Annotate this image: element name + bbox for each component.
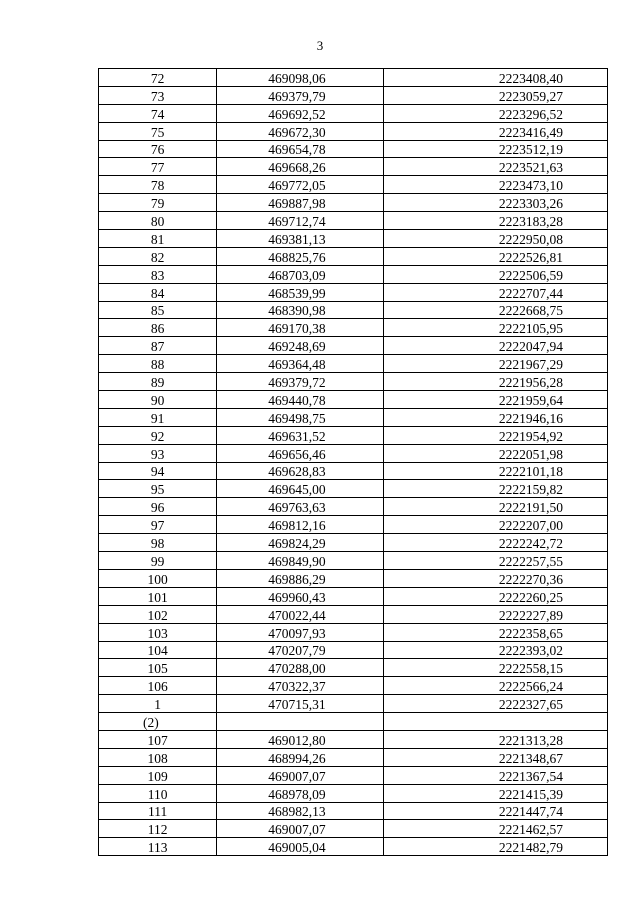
point-number-cell: 107 <box>99 730 217 748</box>
point-number-cell: 72 <box>99 69 217 87</box>
table-row <box>99 319 608 337</box>
table-row <box>99 766 608 784</box>
x-coordinate-cell: 469379,79 <box>217 86 383 104</box>
x-coordinate-cell: 469849,90 <box>217 552 383 570</box>
y-coordinate-cell: 2222047,94 <box>383 337 607 355</box>
y-coordinate-cell: 2223183,28 <box>383 212 607 230</box>
y-coordinate-cell: 2221946,16 <box>383 408 607 426</box>
y-coordinate-cell: 2221959,64 <box>383 391 607 409</box>
point-number-cell: 93 <box>99 444 217 462</box>
x-coordinate-cell: 468539,99 <box>217 283 383 301</box>
x-coordinate-cell: 469824,29 <box>217 534 383 552</box>
point-number-cell: 105 <box>99 659 217 677</box>
y-coordinate-cell: 2221482,79 <box>383 838 607 856</box>
x-coordinate-cell: 469712,74 <box>217 212 383 230</box>
table-row <box>99 212 608 230</box>
table-row <box>99 820 608 838</box>
table-row <box>99 426 608 444</box>
x-coordinate-cell: 469379,72 <box>217 373 383 391</box>
x-coordinate-cell: 470288,00 <box>217 659 383 677</box>
x-coordinate-cell: 469170,38 <box>217 319 383 337</box>
x-coordinate-cell: 469440,78 <box>217 391 383 409</box>
point-number-cell: 82 <box>99 247 217 265</box>
y-coordinate-cell: 2222207,00 <box>383 516 607 534</box>
y-coordinate-cell: 2222260,25 <box>383 587 607 605</box>
x-coordinate-cell <box>217 713 383 731</box>
y-coordinate-cell: 2222566,24 <box>383 677 607 695</box>
table-row <box>99 659 608 677</box>
table-row <box>99 265 608 283</box>
x-coordinate-cell: 469631,52 <box>217 426 383 444</box>
y-coordinate-cell: 2222506,59 <box>383 265 607 283</box>
table-row <box>99 534 608 552</box>
y-coordinate-cell: 2221956,28 <box>383 373 607 391</box>
point-number-cell: 77 <box>99 158 217 176</box>
table-row <box>99 247 608 265</box>
y-coordinate-cell: 2222558,15 <box>383 659 607 677</box>
table-row <box>99 355 608 373</box>
table-row <box>99 605 608 623</box>
point-number-cell: 113 <box>99 838 217 856</box>
x-coordinate-cell: 469672,30 <box>217 122 383 140</box>
y-coordinate-cell: 2222051,98 <box>383 444 607 462</box>
y-coordinate-cell: 2222950,08 <box>383 230 607 248</box>
table-row <box>99 230 608 248</box>
point-number-cell: 76 <box>99 140 217 158</box>
table-row <box>99 587 608 605</box>
y-coordinate-cell: 2222242,72 <box>383 534 607 552</box>
y-coordinate-cell: 2221462,57 <box>383 820 607 838</box>
table-row <box>99 623 608 641</box>
point-number-cell: 83 <box>99 265 217 283</box>
table-row <box>99 86 608 104</box>
y-coordinate-cell: 2221367,54 <box>383 766 607 784</box>
y-coordinate-cell: 2222358,65 <box>383 623 607 641</box>
point-number-cell: 110 <box>99 784 217 802</box>
x-coordinate-cell: 469248,69 <box>217 337 383 355</box>
table-row <box>99 516 608 534</box>
y-coordinate-cell: 2221415,39 <box>383 784 607 802</box>
y-coordinate-cell: 2222159,82 <box>383 480 607 498</box>
point-number-cell: 84 <box>99 283 217 301</box>
y-coordinate-cell: 2222393,02 <box>383 641 607 659</box>
point-number-cell: 73 <box>99 86 217 104</box>
point-number-cell: 98 <box>99 534 217 552</box>
x-coordinate-cell: 469887,98 <box>217 194 383 212</box>
x-coordinate-cell: 470207,79 <box>217 641 383 659</box>
x-coordinate-cell: 469772,05 <box>217 176 383 194</box>
table-row <box>99 444 608 462</box>
point-number-cell: 111 <box>99 802 217 820</box>
y-coordinate-cell: 2222526,81 <box>383 247 607 265</box>
x-coordinate-cell: 468994,26 <box>217 748 383 766</box>
table-row <box>99 176 608 194</box>
point-number-cell: 91 <box>99 408 217 426</box>
x-coordinate-cell: 468390,98 <box>217 301 383 319</box>
y-coordinate-cell: 2222191,50 <box>383 498 607 516</box>
y-coordinate-cell: 2221313,28 <box>383 730 607 748</box>
x-coordinate-cell: 469005,04 <box>217 838 383 856</box>
y-coordinate-cell: 2221348,67 <box>383 748 607 766</box>
table-row <box>99 158 608 176</box>
table-row <box>99 802 608 820</box>
y-coordinate-cell: 2222327,65 <box>383 695 607 713</box>
x-coordinate-cell: 469364,48 <box>217 355 383 373</box>
y-coordinate-cell: 2223059,27 <box>383 86 607 104</box>
point-number-cell: 100 <box>99 569 217 587</box>
point-number-cell: 86 <box>99 319 217 337</box>
point-number-cell: 85 <box>99 301 217 319</box>
point-number-cell: 88 <box>99 355 217 373</box>
point-number-cell: (2) <box>99 713 217 731</box>
y-coordinate-cell: 2222227,89 <box>383 605 607 623</box>
point-number-cell: 104 <box>99 641 217 659</box>
y-coordinate-cell: 2223521,63 <box>383 158 607 176</box>
y-coordinate-cell <box>383 713 607 731</box>
point-number-cell: 109 <box>99 766 217 784</box>
table-row <box>99 552 608 570</box>
y-coordinate-cell: 2222707,44 <box>383 283 607 301</box>
point-number-cell: 112 <box>99 820 217 838</box>
table-row <box>99 838 608 856</box>
table-row <box>99 784 608 802</box>
point-number-cell: 81 <box>99 230 217 248</box>
x-coordinate-cell: 469654,78 <box>217 140 383 158</box>
point-number-cell: 103 <box>99 623 217 641</box>
x-coordinate-cell: 469007,07 <box>217 766 383 784</box>
table-row <box>99 337 608 355</box>
point-number-cell: 106 <box>99 677 217 695</box>
table-row <box>99 498 608 516</box>
table-row <box>99 283 608 301</box>
table-row <box>99 194 608 212</box>
table-row <box>99 730 608 748</box>
table-row <box>99 69 608 87</box>
point-number-cell: 1 <box>99 695 217 713</box>
x-coordinate-cell: 470715,31 <box>217 695 383 713</box>
table-row <box>99 140 608 158</box>
table-row <box>99 373 608 391</box>
x-coordinate-cell: 469656,46 <box>217 444 383 462</box>
point-number-cell: 95 <box>99 480 217 498</box>
y-coordinate-cell: 2222668,75 <box>383 301 607 319</box>
x-coordinate-cell: 469381,13 <box>217 230 383 248</box>
point-number-cell: 108 <box>99 748 217 766</box>
table-row <box>99 104 608 122</box>
point-number-cell: 79 <box>99 194 217 212</box>
y-coordinate-cell: 2223408,40 <box>383 69 607 87</box>
table-row <box>99 408 608 426</box>
point-number-cell: 87 <box>99 337 217 355</box>
point-number-cell: 75 <box>99 122 217 140</box>
y-coordinate-cell: 2221954,92 <box>383 426 607 444</box>
x-coordinate-cell: 469498,75 <box>217 408 383 426</box>
point-number-cell: 74 <box>99 104 217 122</box>
point-number-cell: 102 <box>99 605 217 623</box>
y-coordinate-cell: 2222270,36 <box>383 569 607 587</box>
x-coordinate-cell: 470097,93 <box>217 623 383 641</box>
x-coordinate-cell: 470022,44 <box>217 605 383 623</box>
x-coordinate-cell: 469098,06 <box>217 69 383 87</box>
point-number-cell: 78 <box>99 176 217 194</box>
x-coordinate-cell: 469960,43 <box>217 587 383 605</box>
x-coordinate-cell: 469007,07 <box>217 820 383 838</box>
y-coordinate-cell: 2223303,26 <box>383 194 607 212</box>
x-coordinate-cell: 468978,09 <box>217 784 383 802</box>
table-row <box>99 462 608 480</box>
x-coordinate-cell: 469886,29 <box>217 569 383 587</box>
point-number-cell: 89 <box>99 373 217 391</box>
y-coordinate-cell: 2221967,29 <box>383 355 607 373</box>
x-coordinate-cell: 468703,09 <box>217 265 383 283</box>
x-coordinate-cell: 469763,63 <box>217 498 383 516</box>
y-coordinate-cell: 2223473,10 <box>383 176 607 194</box>
table-row <box>99 122 608 140</box>
coordinates-table-body <box>99 69 608 856</box>
table-row <box>99 480 608 498</box>
table-row <box>99 641 608 659</box>
point-number-cell: 96 <box>99 498 217 516</box>
point-number-cell: 90 <box>99 391 217 409</box>
point-number-cell: 99 <box>99 552 217 570</box>
x-coordinate-cell: 470322,37 <box>217 677 383 695</box>
y-coordinate-cell: 2221447,74 <box>383 802 607 820</box>
point-number-cell: 101 <box>99 587 217 605</box>
y-coordinate-cell: 2222105,95 <box>383 319 607 337</box>
point-number-cell: 92 <box>99 426 217 444</box>
x-coordinate-cell: 469812,16 <box>217 516 383 534</box>
point-number-cell: 80 <box>99 212 217 230</box>
point-number-cell: 94 <box>99 462 217 480</box>
y-coordinate-cell: 2223296,52 <box>383 104 607 122</box>
table-row <box>99 569 608 587</box>
table-row <box>99 695 608 713</box>
y-coordinate-cell: 2223512,19 <box>383 140 607 158</box>
table-row <box>99 301 608 319</box>
x-coordinate-cell: 469628,83 <box>217 462 383 480</box>
x-coordinate-cell: 468825,76 <box>217 247 383 265</box>
x-coordinate-cell: 468982,13 <box>217 802 383 820</box>
x-coordinate-cell: 469012,80 <box>217 730 383 748</box>
table-row <box>99 713 608 731</box>
y-coordinate-cell: 2223416,49 <box>383 122 607 140</box>
coordinates-table <box>98 68 608 856</box>
x-coordinate-cell: 469692,52 <box>217 104 383 122</box>
x-coordinate-cell: 469645,00 <box>217 480 383 498</box>
table-row <box>99 748 608 766</box>
table-row <box>99 391 608 409</box>
page-number: 3 <box>316 38 324 53</box>
y-coordinate-cell: 2222257,55 <box>383 552 607 570</box>
point-number-cell: 97 <box>99 516 217 534</box>
x-coordinate-cell: 469668,26 <box>217 158 383 176</box>
y-coordinate-cell: 2222101,18 <box>383 462 607 480</box>
table-row <box>99 677 608 695</box>
